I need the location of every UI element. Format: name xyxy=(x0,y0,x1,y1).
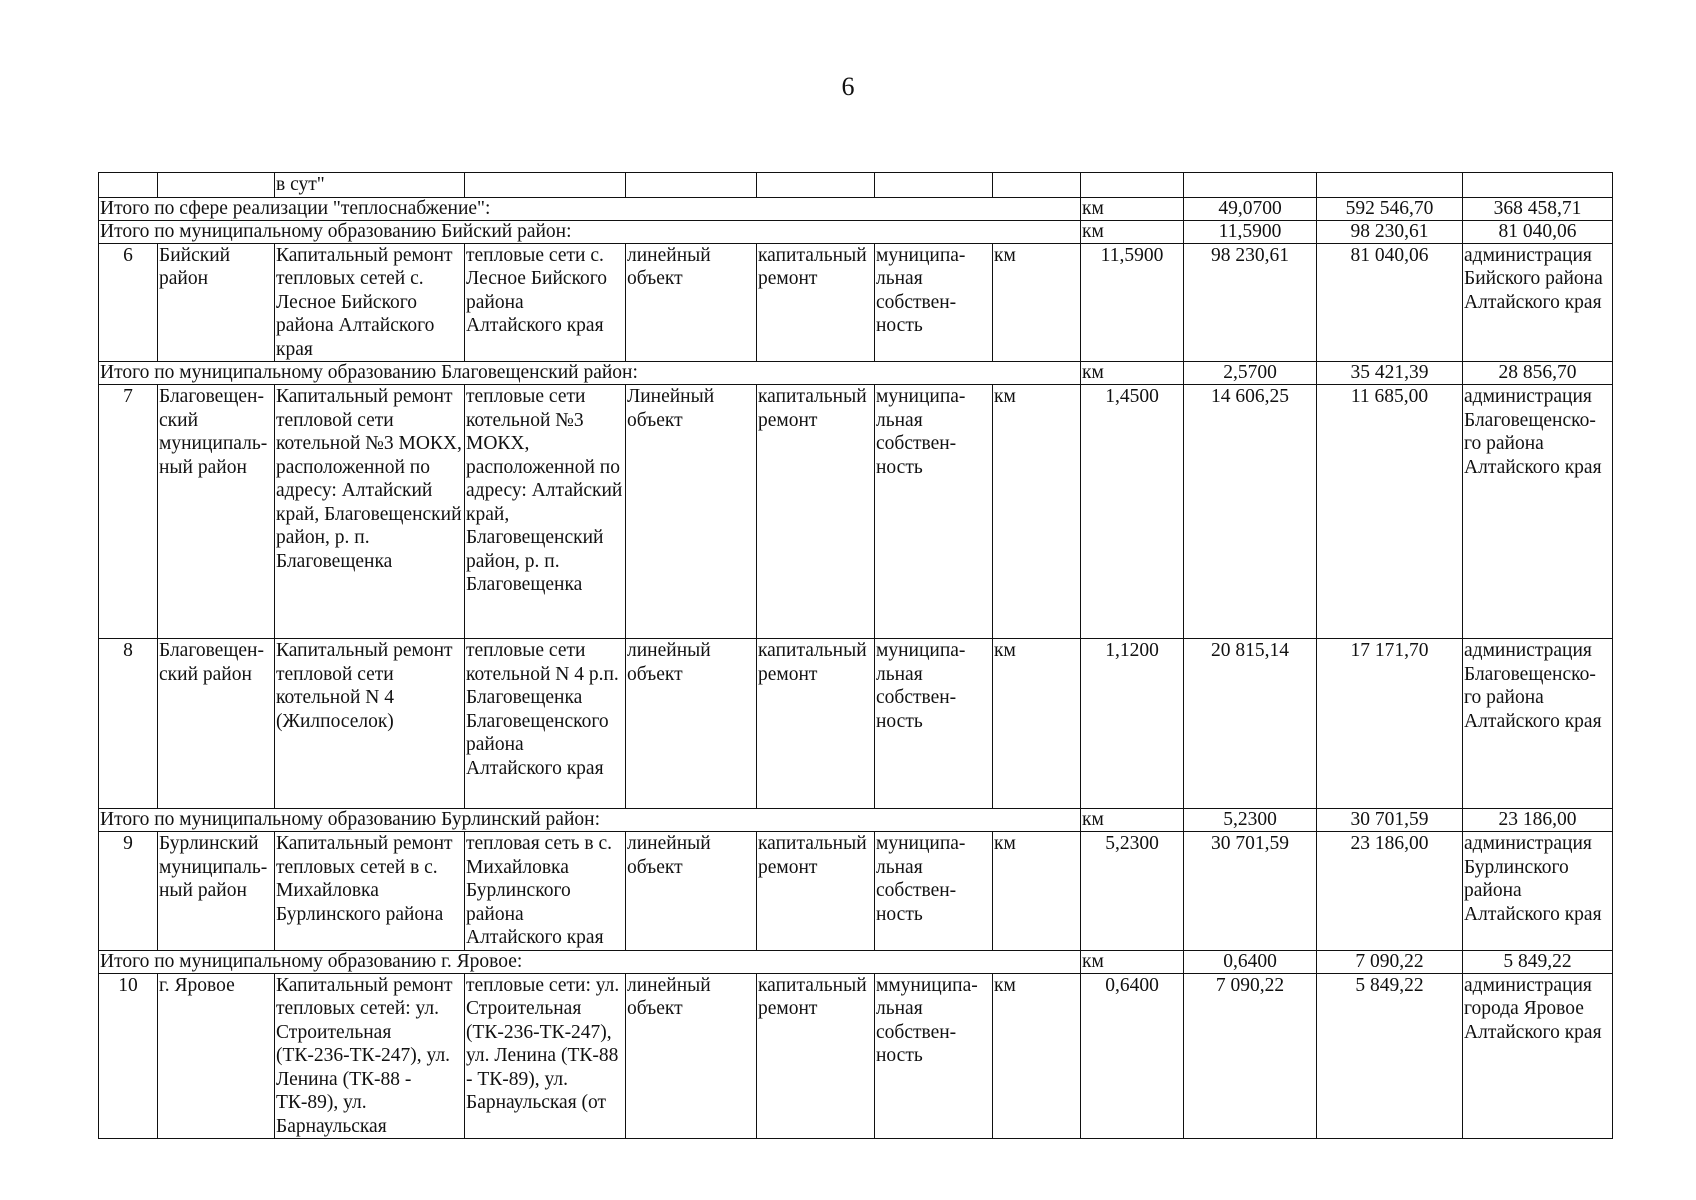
project-name-cell: Капитальный ремонт тепловых сетей с. Лесное Бийского района Алтайского края xyxy=(275,243,465,362)
row-number: 7 xyxy=(99,385,158,639)
subsidy: 81 040,06 xyxy=(1463,220,1613,243)
work-type-cell: капитальный ремонт xyxy=(757,639,875,809)
total-label: Итого по муниципальному образованию Бурлинский район: xyxy=(99,809,1081,832)
ownership-cell: муниципа-льная собствен-ность xyxy=(875,385,993,639)
object-type-cell: линейный объект xyxy=(626,973,757,1139)
unit: км xyxy=(1081,197,1184,220)
object-type-cell: линейный объект xyxy=(626,243,757,362)
ownership-cell: муниципа-льная собствен-ность xyxy=(875,639,993,809)
unit: км xyxy=(993,973,1081,1139)
length: 11,5900 xyxy=(1081,243,1184,362)
subsidy: 23 186,00 xyxy=(1463,809,1613,832)
subsidy: 17 171,70 xyxy=(1317,639,1463,809)
total-label: Итого по сфере реализации "теплоснабжение": xyxy=(99,197,1081,220)
total-blag-row xyxy=(99,362,1613,385)
work-type-cell: капитальный ремонт xyxy=(757,973,875,1139)
row-number: 6 xyxy=(99,243,158,362)
subsidy: 81 040,06 xyxy=(1317,243,1463,362)
work-type-cell: капитальный ремонт xyxy=(757,385,875,639)
cost: 98 230,61 xyxy=(1317,220,1463,243)
continuation-cell: в сут" xyxy=(275,173,465,198)
cost: 7 090,22 xyxy=(1317,950,1463,973)
total-sphere-row xyxy=(99,197,1613,220)
district-cell: Бурлинский муниципаль-ный район xyxy=(158,832,275,951)
length: 1,1200 xyxy=(1081,639,1184,809)
district-cell: Бийский район xyxy=(158,243,275,362)
unit: км xyxy=(993,385,1081,639)
unit: км xyxy=(1081,362,1184,385)
cost: 98 230,61 xyxy=(1184,243,1317,362)
object-type-cell: Линейный объект xyxy=(626,385,757,639)
subsidy: 11 685,00 xyxy=(1317,385,1463,639)
object-cell: тепловые сети котельной №3 МОКХ, расположенной по адресу: Алтайский край, Благовещенский район, р. п. Благовещенка xyxy=(465,385,626,639)
object-cell: тепловые сети котельной N 4 р.п. Благовещенка Благовещенского района Алтайского края xyxy=(465,639,626,809)
subsidy: 368 458,71 xyxy=(1463,197,1613,220)
object-type-cell: линейный объект xyxy=(626,639,757,809)
total-label: Итого по муниципальному образованию Благовещенский район: xyxy=(99,362,1081,385)
cost: 20 815,14 xyxy=(1184,639,1317,809)
object-cell: тепловые сети с. Лесное Бийского района Алтайского края xyxy=(465,243,626,362)
unit: км xyxy=(1081,809,1184,832)
project-name-cell: Капитальный ремонт тепловой сети котельной №3 МОКХ, расположенной по адресу: Алтайский край, Благовещенский район, р. п. Благовещенка xyxy=(275,385,465,639)
district-cell: Благовещен-ский район xyxy=(158,639,275,809)
unit: км xyxy=(993,639,1081,809)
total-label: Итого по муниципальному образованию Бийский район: xyxy=(99,220,1081,243)
object-type-cell: линейный объект xyxy=(626,832,757,951)
unit: км xyxy=(1081,220,1184,243)
row-number: 10 xyxy=(99,973,158,1139)
customer-cell: администрация Благовещенско-го района Алтайского края xyxy=(1463,639,1613,809)
total-label: Итого по муниципальному образованию г. Яровое: xyxy=(99,950,1081,973)
page-number: 6 xyxy=(841,72,855,101)
object-cell: тепловые сети: ул. Строительная (ТК-236-ТК-247), ул. Ленина (ТК-88 - ТК-89), ул. Барнаульская (от xyxy=(465,973,626,1139)
table-row-6 xyxy=(99,243,1613,362)
projects-table xyxy=(98,172,1613,1139)
customer-cell: администрация Бурлинского района Алтайского края xyxy=(1463,832,1613,951)
cost: 592 546,70 xyxy=(1317,197,1463,220)
subsidy: 28 856,70 xyxy=(1463,362,1613,385)
table-row-7 xyxy=(99,385,1613,639)
length: 49,0700 xyxy=(1184,197,1317,220)
subsidy: 5 849,22 xyxy=(1463,950,1613,973)
table-row-8 xyxy=(99,639,1613,809)
subsidy: 5 849,22 xyxy=(1317,973,1463,1139)
work-type-cell: капитальный ремонт xyxy=(757,243,875,362)
table-row-10 xyxy=(99,973,1613,1139)
cost: 30 701,59 xyxy=(1184,832,1317,951)
row-number: 9 xyxy=(99,832,158,951)
customer-cell: администрация Бийского района Алтайского края xyxy=(1463,243,1613,362)
row-number: 8 xyxy=(99,639,158,809)
project-name-cell: Капитальный ремонт тепловых сетей: ул. Строительная (ТК-236-ТК-247), ул. Ленина (ТК-88 - ТК-89), ул. Барнаульская xyxy=(275,973,465,1139)
length: 5,2300 xyxy=(1081,832,1184,951)
total-yarovoe-row xyxy=(99,950,1613,973)
length: 0,6400 xyxy=(1184,950,1317,973)
total-burla-row xyxy=(99,809,1613,832)
ownership-cell: муниципа-льная собствен-ность xyxy=(875,243,993,362)
cost: 7 090,22 xyxy=(1184,973,1317,1139)
project-name-cell: Капитальный ремонт тепловой сети котельной N 4 (Жилпоселок) xyxy=(275,639,465,809)
continuation-row xyxy=(99,173,1613,198)
project-name-cell: Капитальный ремонт тепловых сетей в с. Михайловка Бурлинского района xyxy=(275,832,465,951)
length: 2,5700 xyxy=(1184,362,1317,385)
unit: км xyxy=(1081,950,1184,973)
ownership-cell: ммуниципа-льная собствен-ность xyxy=(875,973,993,1139)
length: 11,5900 xyxy=(1184,220,1317,243)
unit: км xyxy=(993,243,1081,362)
length: 5,2300 xyxy=(1184,809,1317,832)
customer-cell: администрация Благовещенско-го района Алтайского края xyxy=(1463,385,1613,639)
unit: км xyxy=(993,832,1081,951)
object-cell: тепловая сеть в с. Михайловка Бурлинского района Алтайского края xyxy=(465,832,626,951)
table-row-9 xyxy=(99,832,1613,951)
length: 1,4500 xyxy=(1081,385,1184,639)
cost: 30 701,59 xyxy=(1317,809,1463,832)
work-type-cell: капитальный ремонт xyxy=(757,832,875,951)
customer-cell: администрация города Яровое Алтайского края xyxy=(1463,973,1613,1139)
cost: 35 421,39 xyxy=(1317,362,1463,385)
district-cell: Благовещен-ский муниципаль-ный район xyxy=(158,385,275,639)
district-cell: г. Яровое xyxy=(158,973,275,1139)
total-biysk-row xyxy=(99,220,1613,243)
ownership-cell: муниципа-льная собствен-ность xyxy=(875,832,993,951)
cost: 14 606,25 xyxy=(1184,385,1317,639)
length: 0,6400 xyxy=(1081,973,1184,1139)
subsidy: 23 186,00 xyxy=(1317,832,1463,951)
